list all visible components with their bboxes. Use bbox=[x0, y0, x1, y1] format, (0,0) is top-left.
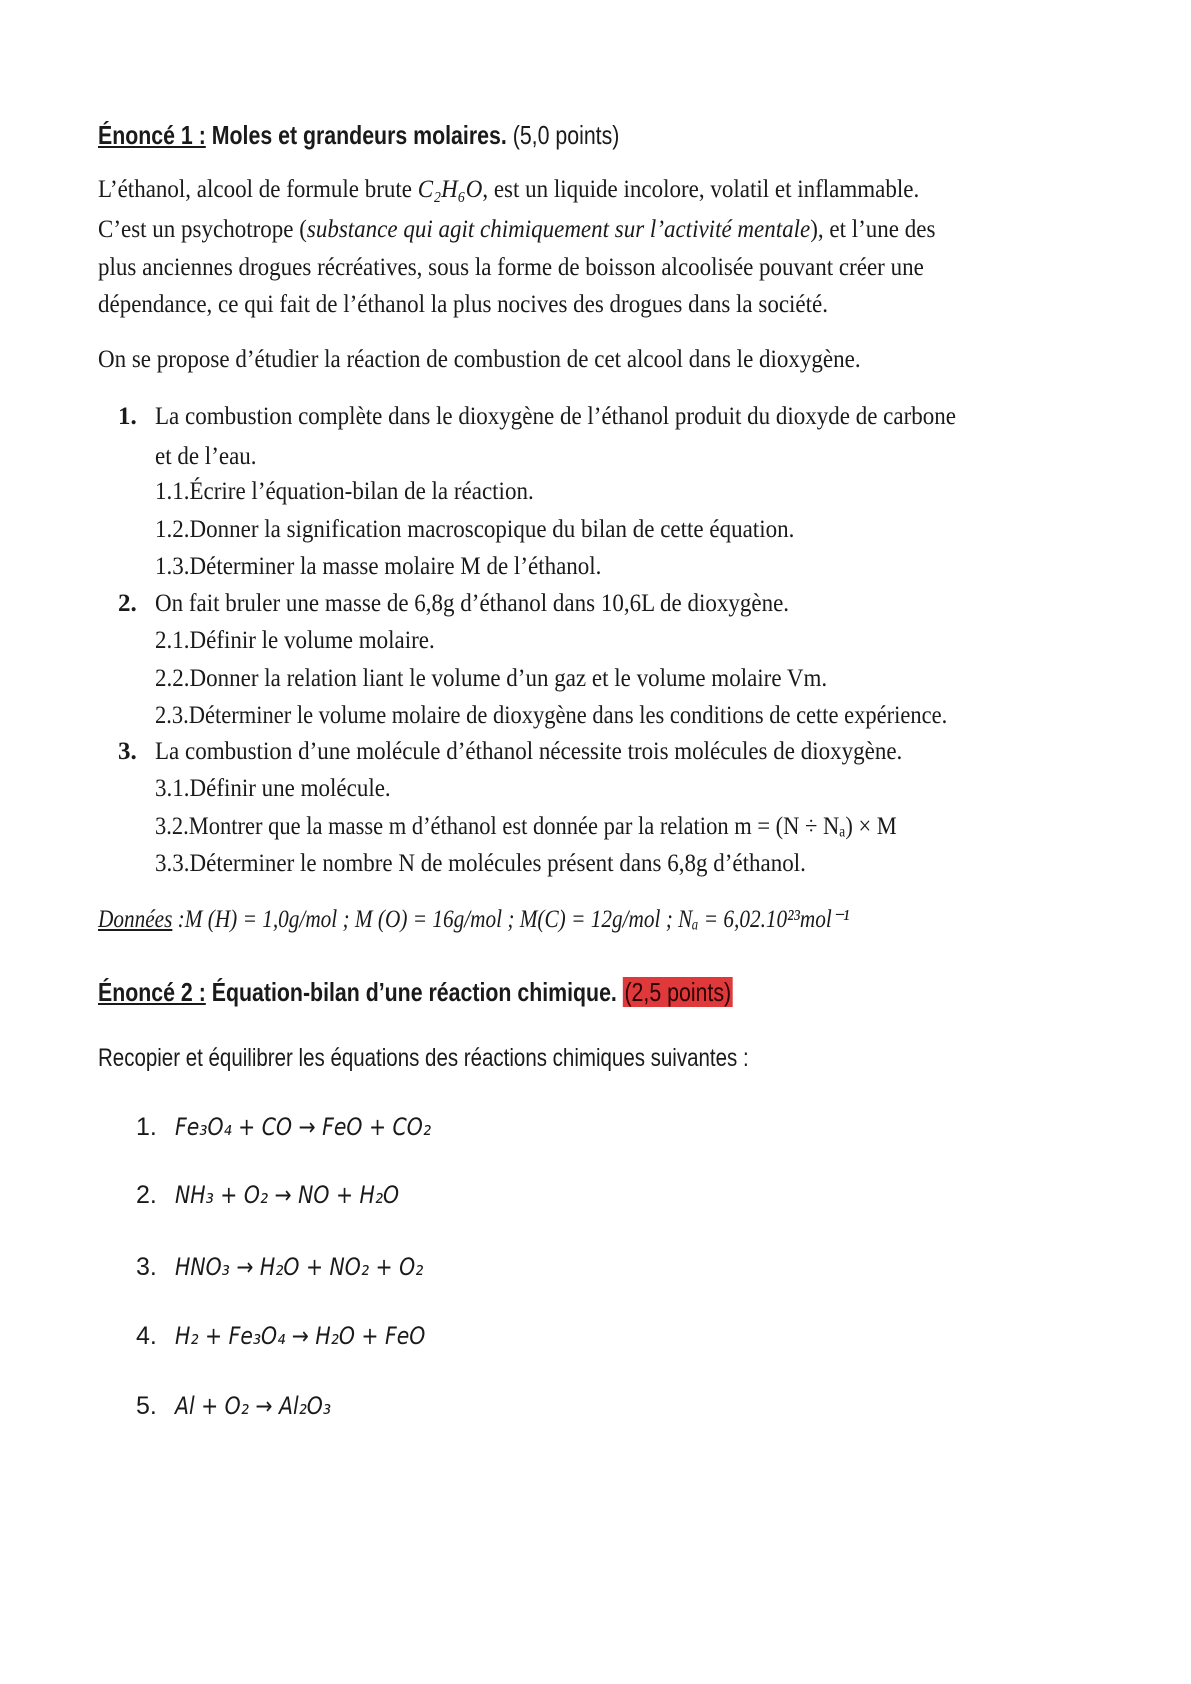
given-data-label: Données bbox=[98, 906, 173, 933]
question-number: 3. bbox=[118, 738, 137, 765]
equation: HNO₃ → H₂O + NO₂ + O₂ bbox=[175, 1253, 424, 1281]
subquestion: 2.3.Déterminer le volume molaire de dioxygène dans les conditions de cette expérience. bbox=[155, 702, 948, 729]
given-data bbox=[98, 905, 849, 935]
exercise2-label: Énoncé 2 : bbox=[98, 977, 206, 1007]
text: ), et l’une des bbox=[810, 216, 936, 243]
exercise1-points: (5,0 points) bbox=[512, 120, 620, 150]
question-number: 2. bbox=[118, 590, 137, 617]
text: , est un liquide incolore, volatil et inflammable. bbox=[482, 176, 920, 203]
exercise1-heading bbox=[98, 120, 619, 150]
subquestion: 1.2.Donner la signification macroscopique du bilan de cette équation. bbox=[155, 516, 795, 543]
exercise2-heading bbox=[98, 977, 733, 1007]
question-text: On fait bruler une masse de 6,8g d’éthanol dans 10,6L de dioxygène. bbox=[155, 590, 790, 617]
equation-number: 5. bbox=[136, 1392, 157, 1420]
subquestion: 3.2.Montrer que la masse m d’éthanol est donnée par la relation m = (N ÷ Nₐ) × M bbox=[155, 813, 897, 840]
equation-number: 2. bbox=[136, 1181, 157, 1209]
equation-number: 1. bbox=[136, 1113, 157, 1141]
subquestion: 3.1.Définir une molécule. bbox=[155, 775, 391, 802]
equation: NH₃ + O₂ → NO + H₂O bbox=[175, 1181, 400, 1209]
subquestion: 2.2.Donner la relation liant le volume d’un gaz et le volume molaire Vm. bbox=[155, 665, 828, 692]
equation-number: 4. bbox=[136, 1322, 157, 1350]
text: L’éthanol, alcool de formule brute bbox=[98, 176, 418, 203]
exercise2-points-highlighted: (2,5 points) bbox=[624, 977, 732, 1007]
subquestion: 1.3.Déterminer la masse molaire M de l’éthanol. bbox=[155, 553, 602, 580]
equation: H₂ + Fe₃O₄ → H₂O + FeO bbox=[175, 1322, 426, 1350]
subquestion: 3.3.Déterminer le nombre N de molécules présent dans 6,8g d’éthanol. bbox=[155, 850, 806, 877]
equation: Al + O₂ → Al₂O₃ bbox=[175, 1392, 332, 1420]
intro-line: plus anciennes drogues récréatives, sous la forme de boisson alcoolisée pouvant créer une bbox=[98, 254, 924, 281]
exercise2-instruction: Recopier et équilibrer les équations des réactions chimiques suivantes : bbox=[98, 1044, 749, 1072]
question-number: 1. bbox=[118, 403, 137, 430]
question-text: La combustion complète dans le dioxygène de l’éthanol produit du dioxyde de carbone bbox=[155, 403, 956, 430]
proposal-text: On se propose d’étudier la réaction de combustion de cet alcool dans le dioxygène. bbox=[98, 346, 861, 373]
exercise1-title: Moles et grandeurs molaires. bbox=[211, 120, 507, 150]
equation: Fe₃O₄ + CO → FeO + CO₂ bbox=[175, 1113, 432, 1141]
subquestion: 1.1.Écrire l’équation-bilan de la réaction. bbox=[155, 478, 534, 505]
italic-text: substance qui agit chimiquement sur l’activité mentale bbox=[306, 216, 811, 243]
subquestion: 2.1.Définir le volume molaire. bbox=[155, 627, 435, 654]
exercise1-label: Énoncé 1 : bbox=[98, 120, 206, 150]
intro-line bbox=[98, 175, 919, 205]
formula: C₂H₆O bbox=[417, 176, 483, 203]
text: C’est un psychotrope ( bbox=[98, 216, 307, 243]
equation-number: 3. bbox=[136, 1253, 157, 1281]
intro-line: dépendance, ce qui fait de l’éthanol la plus nocives des drogues dans la société. bbox=[98, 291, 829, 318]
question-text: La combustion d’une molécule d’éthanol nécessite trois molécules de dioxygène. bbox=[155, 738, 903, 765]
question-text: et de l’eau. bbox=[155, 443, 257, 470]
intro-line bbox=[98, 215, 935, 245]
given-data-values: :M (H) = 1,0g/mol ; M (O) = 16g/mol ; M(C) = 12g/mol ; Nₐ = 6,02.10²³mol⁻¹ bbox=[172, 906, 850, 933]
exercise2-title: Équation-bilan d’une réaction chimique. bbox=[211, 977, 617, 1007]
